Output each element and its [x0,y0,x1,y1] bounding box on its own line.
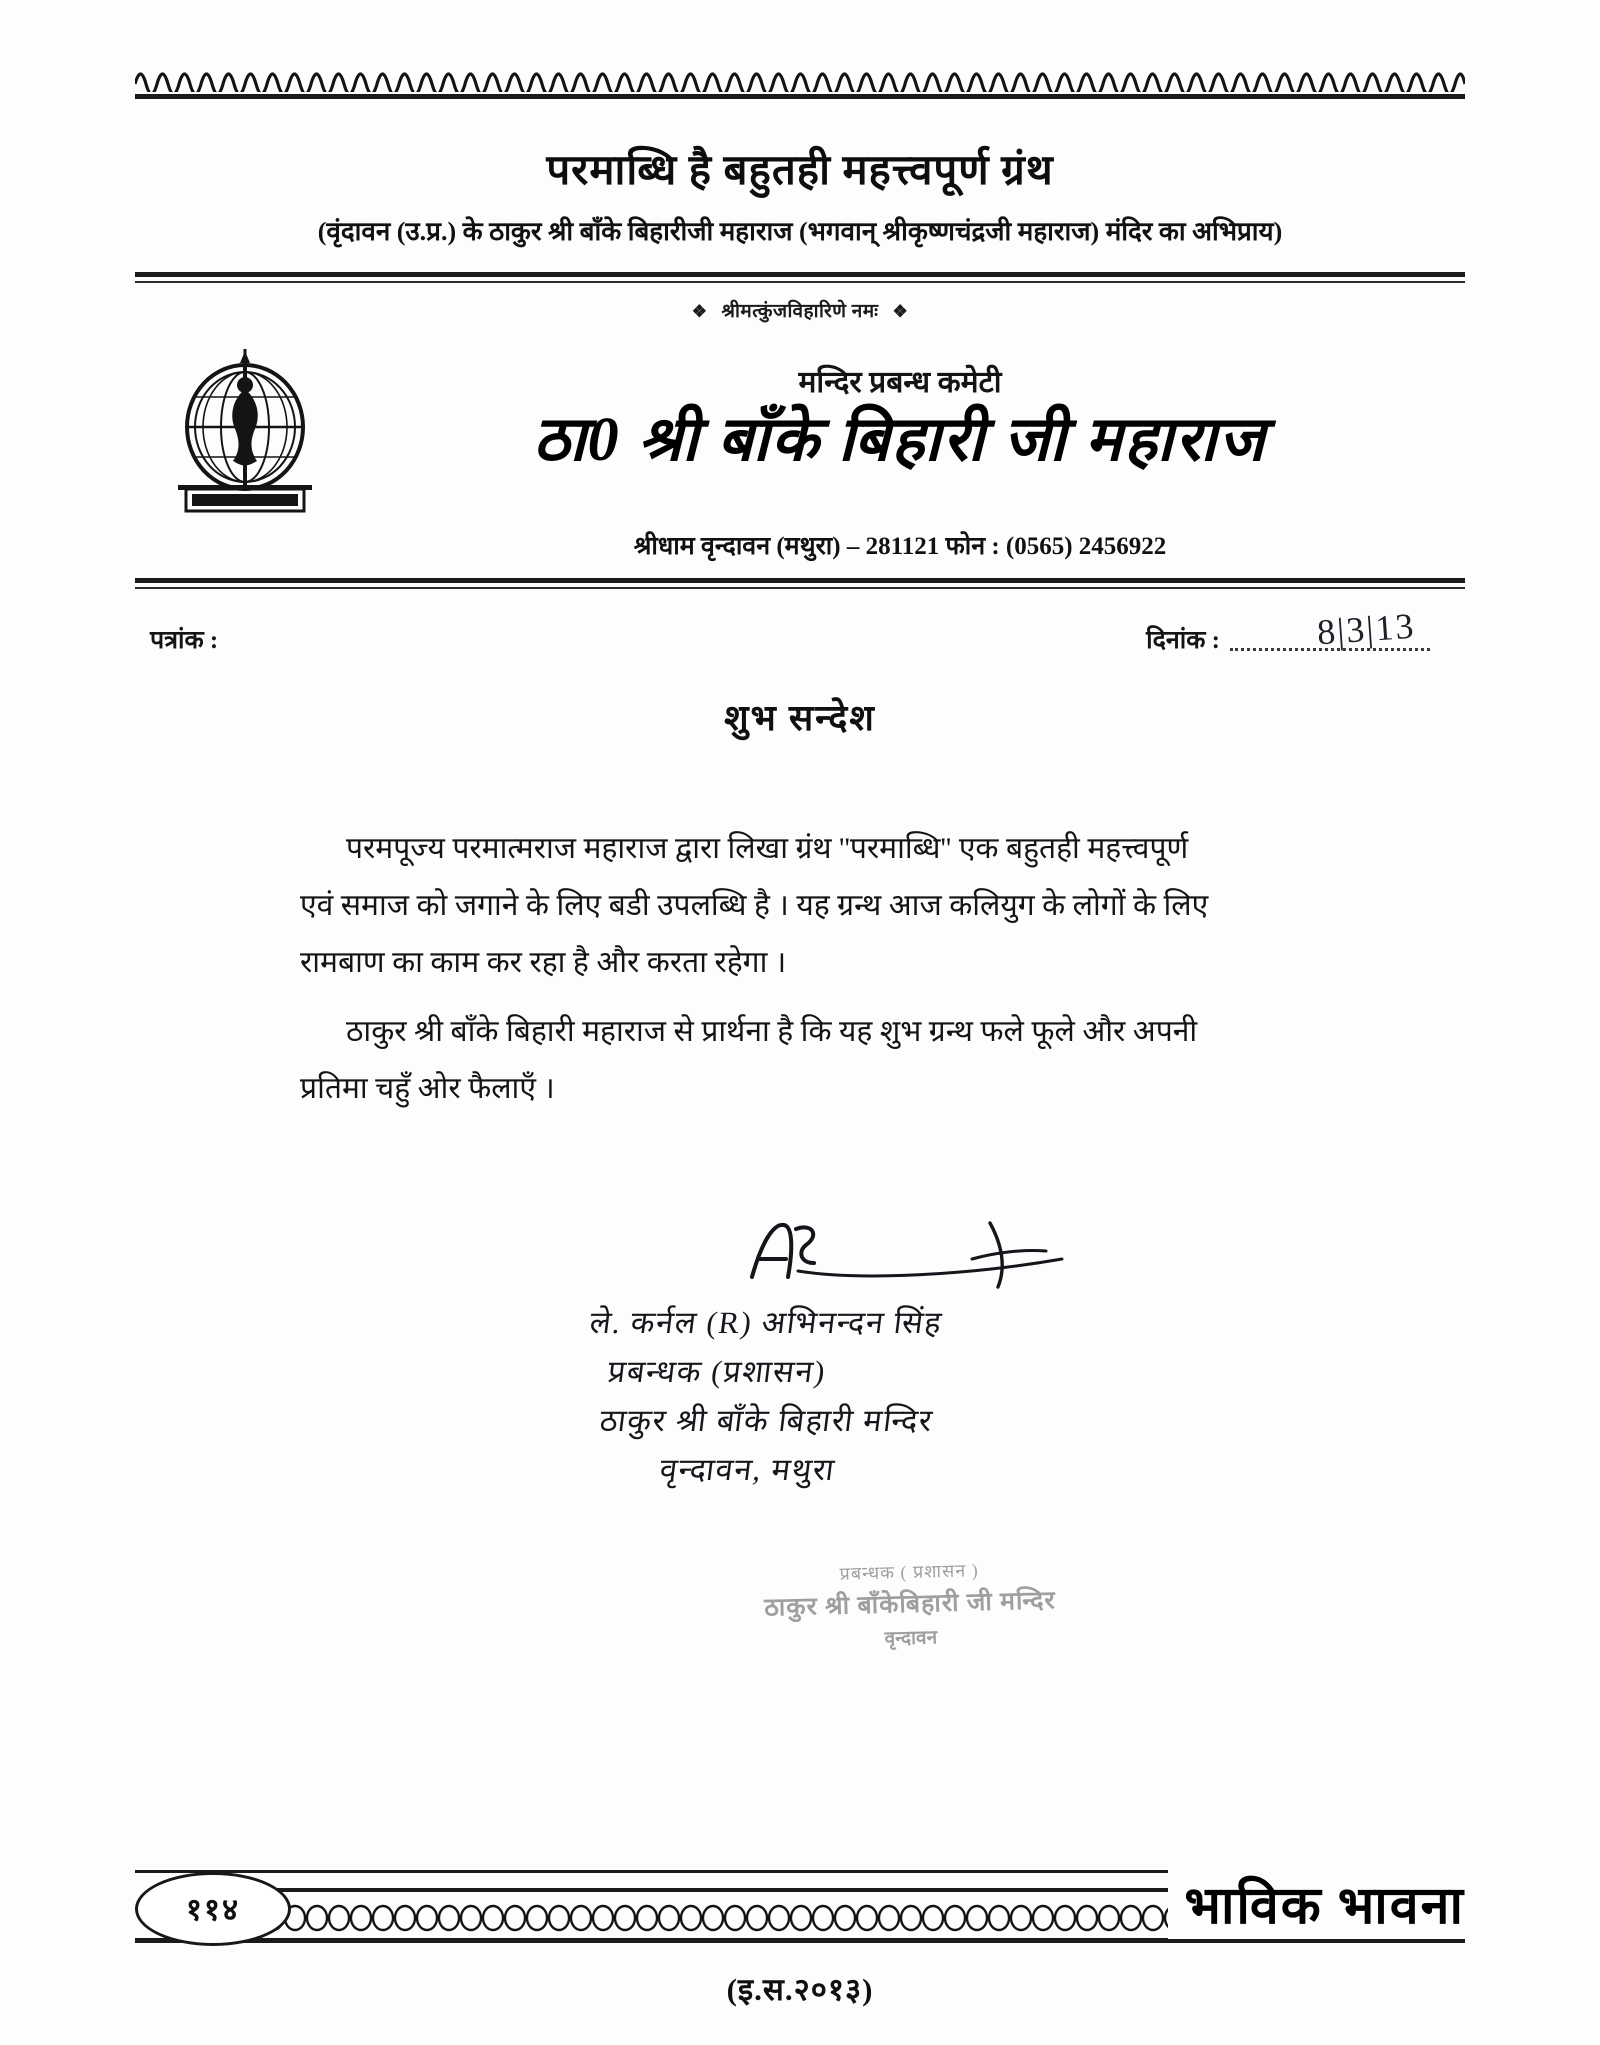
ornament-right-icon: ❖ [892,302,909,321]
letter-paragraph-1: परमपूज्य परमात्मराज महाराज द्वारा लिखा ग्रंथ ''परमाब्धि'' एक बहुतही महत्त्वपूर्ण एवं समाज को जगाने के लिए बडी उपलब्धि है । यह ग्रन्थ आज कलियुग के लोगों के लिए रामबाण का काम कर रहा है और करता रहेगा । [300,832,1209,979]
signatory-name: ले. कर्नल (R) अभिनन्दन सिंह [587,1305,945,1340]
year-caption: (इ.स.२०१३) [726,1972,874,2007]
handwritten-signature-icon [740,1215,1070,1295]
letter-salutation: शुभ सन्देश [724,698,876,738]
magazine-name: भाविक भावना [1168,1868,1465,1939]
page-number-badge: ११४ [135,1872,291,1946]
letterhead-rule [135,578,1465,583]
signatory-designation: प्रबन्धक (प्रशासन) [605,1354,829,1389]
reference-date-row [150,605,1470,662]
footer-coil-border-icon [195,1886,1205,1934]
date-label: दिनांक : [1146,627,1220,654]
temple-address: श्रीधाम वृन्दावन (मथुरा) – 281121 फोन : (0565) 2456922 [633,533,1167,560]
signature-block [587,1298,1290,1494]
invocation-text: श्रीमत्कुंजविहारिणे नमः [721,301,879,322]
date-handwritten-value: 8|3|13 [1315,605,1417,653]
letter-body [300,820,1220,1129]
stamp-line-1: प्रबन्धक ( प्रशासन ) [839,1560,979,1584]
reference-number-label: पत्रांक : [150,627,219,654]
article-subtitle: (वृंदावन (उ.प्र.) के ठाकुर श्री बाँके बिहारीजी महाराज (भगवान् श्रीकृष्णचंद्रजी महाराज) मंदिर का अभिप्राय) [317,217,1283,246]
header-rule-lower [135,272,1465,277]
top-wave-border-icon [135,62,1465,92]
temple-name: ठा0 श्री बाँके बिहारी जी महाराज [533,406,1267,474]
signatory-place: वृन्दावन, मथुरा [657,1452,838,1487]
header-rule-upper [135,94,1465,99]
page-footer [135,1862,1465,1952]
letter-paragraph-2: ठाकुर श्री बाँके बिहारी महाराज से प्रार्थना है कि यह शुभ ग्रन्थ फले फूले और अपनी प्रतिमा चहुँ ओर फैलाएँ । [300,1015,1198,1105]
header-rule-lower-hairline [135,281,1465,283]
temple-emblem-icon [150,345,340,520]
stamp-line-3: वृन्दावन [884,1627,938,1650]
signatory-organisation: ठाकुर श्री बाँके बिहारी मन्दिर [597,1403,936,1438]
invocation-line [0,297,1600,323]
article-title: परमाब्धि है बहुतही महत्त्वपूर्ण ग्रंथ [546,148,1054,194]
ornament-left-icon: ❖ [691,302,708,321]
stamp-line-2: ठाकुर श्री बाँकेबिहारी जी मन्दिर [763,1587,1057,1622]
letterhead-rule-hairline [135,587,1465,589]
rubber-stamp [679,1554,1141,1656]
committee-name: मन्दिर प्रबन्ध कमेटी [798,366,1002,399]
